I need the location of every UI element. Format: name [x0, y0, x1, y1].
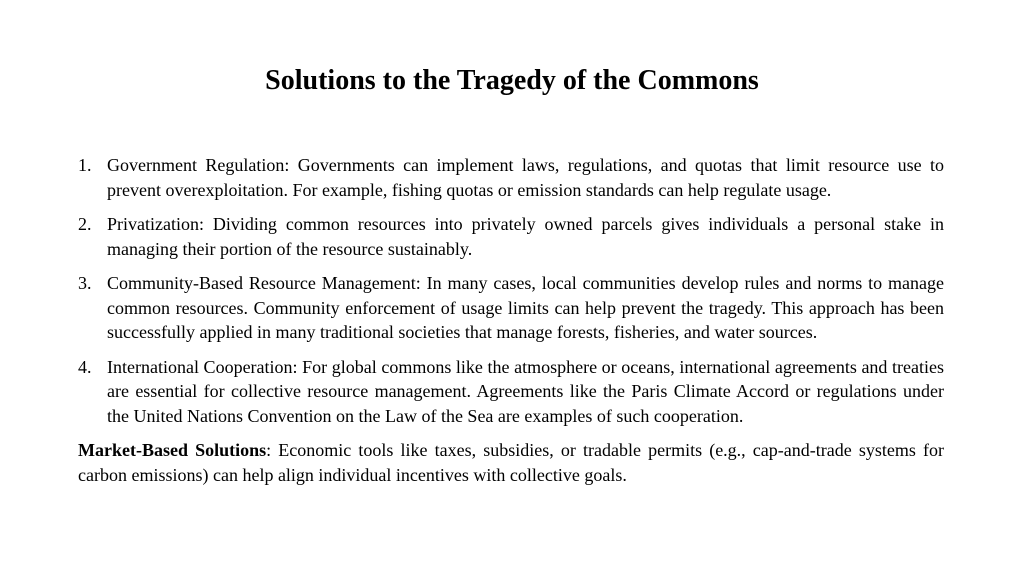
- market-based-paragraph: [78, 438, 944, 487]
- list-item-number: 1.: [78, 155, 92, 175]
- list-item-number: 4.: [78, 356, 92, 377]
- slide-title: Solutions to the Tragedy of the Commons: [265, 65, 759, 96]
- list-item-text: Privatization: Dividing common resources into privately owned parcels gives individuals a personal stake in managing their portion of the resource sustainably.: [107, 214, 944, 259]
- list-item: [78, 153, 944, 202]
- market-based-heading: Market-Based Solutions: [78, 440, 267, 460]
- list-item-text: International Cooperation: For global commons like the atmosphere or oceans, international agreements and treaties are essential for collective resource management. Agreements like the Paris Climate Accord or regulations under the United Nations Convention on the Law of the Sea are examples of such cooperation.: [107, 356, 944, 426]
- market-based-text: : Economic tools like taxes, subsidies, or tradable permits (e.g., cap-and-trade systems for carbon emissions) can help align individual incentives with collective goals.: [78, 440, 944, 485]
- slide-body: [78, 153, 944, 487]
- list-item-number: 2.: [78, 214, 92, 234]
- list-item: [78, 271, 944, 345]
- list-item: [78, 212, 944, 261]
- list-item-number: 3.: [78, 273, 92, 293]
- list-item-text: Community-Based Resource Management: In many cases, local communities develop rules and norms to manage common resources. Community enforcement of usage limits can help prevent the tragedy. This approach has been successfully applied in many traditional societies that manage forests, fisheries, and water sources.: [107, 273, 944, 342]
- list-item: [78, 355, 944, 429]
- solutions-list: [78, 153, 944, 428]
- list-item-text: Government Regulation: Governments can implement laws, regulations, and quotas that limit resource use to prevent overexploitation. For example, fishing quotas or emission standards can help regulate usage.: [107, 155, 944, 200]
